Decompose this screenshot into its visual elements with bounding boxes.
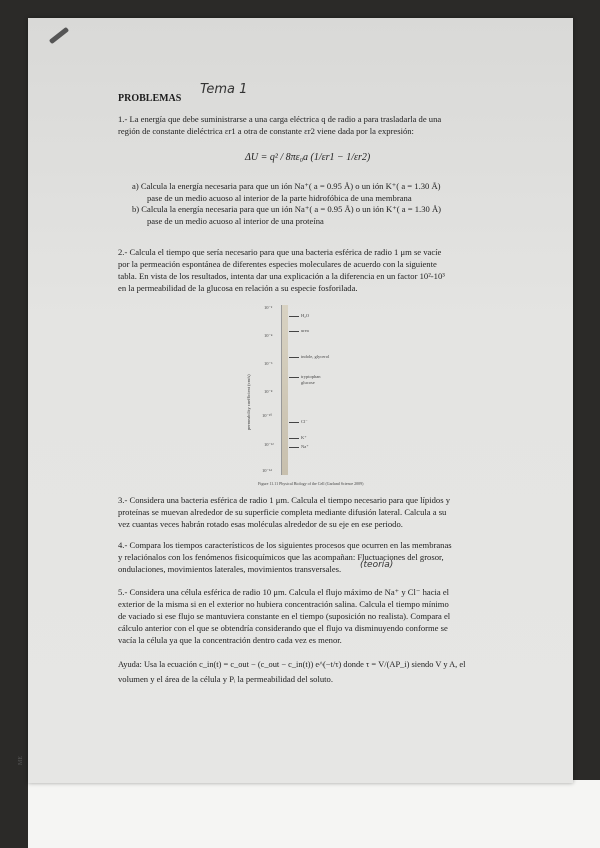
p1-a1: a) Calcula la energía necesaria para que un ión Na⁺( a = 0.95 Å) o un ión K⁺( a = 1.30 Å) (132, 181, 441, 191)
p3-line1: 3.- Considera una bacteria esférica de radio 1 μm. Calcula el tiempo necesario para que lípidos y (118, 495, 450, 505)
p1-b2: pase de un medio acuoso al interior de una proteína (147, 216, 324, 226)
tick-label: 10⁻⁸ (264, 389, 273, 394)
species-label: urea (301, 328, 309, 333)
p4-handwritten-note: (teoría) (360, 560, 394, 570)
p1-b1: b) Calcula la energía necesaria para que un ión Na⁺( a = 0.95 Å) o un ión K⁺( a = 1.30 Å) (132, 204, 442, 214)
p1-line2: región de constante dieléctrica εr1 a otra de constante εr2 viene dada por la expresión: (118, 126, 414, 136)
p2-line1: 2.- Calcula el tiempo que sería necesario para que una bacteria esférica de radio 1 μm se vacíe (118, 247, 442, 257)
species-label: K⁺ (301, 435, 307, 440)
permeability-bar (281, 305, 288, 475)
tick-label: 10⁻² (264, 305, 273, 310)
p5-line2: exterior de la misma si en el exterior no hubiera concentración salina. Calcula el tiempo mínimo (118, 599, 449, 609)
species-label: indole, glycerol (301, 354, 330, 359)
tick-label: 10⁻⁴ (264, 333, 273, 338)
tick-label: 10⁻¹⁴ (262, 468, 272, 473)
p4-line1: 4.- Compara los tiempos característicos de los siguientes procesos que ocurren en las membranas (118, 540, 452, 550)
species-label: tryptophan (301, 374, 321, 379)
figure-caption: Figure 11.11 Physical Biology of the Cell (Garland Science 2009) (258, 481, 364, 486)
arrow-marker (289, 377, 299, 378)
arrow-marker (289, 422, 299, 423)
arrow-marker (289, 438, 299, 439)
p3-line2: proteínas se muevan alrededor de su superficie completa mediante difusión lateral. Calcula a su (118, 507, 447, 517)
p2-line3: tabla. En vista de los resultados, intenta dar una explicación a la diferencia en un factor 10²-10³ (118, 271, 445, 281)
species-label: Cl⁻ (301, 419, 308, 424)
tick-label: 10⁻¹² (264, 442, 274, 447)
p4-line2: y relaciónalos con los fenómenos fisicoquímicos que las acompañan: Fluctuaciones del grosor, (118, 552, 444, 562)
p3-line3: vez cuantas veces habrán rotado esas moléculas alrededor de su eje en ese periodo. (118, 519, 403, 529)
help-line2: volumen y el área de la célula y Pᵢ la permeabilidad del soluto. (118, 674, 333, 684)
p4-line3: ondulaciones, movimientos laterales, movimientos transversales. (118, 564, 342, 574)
arrow-marker (289, 331, 299, 332)
p2-line2: por la permeación espontánea de diferentes especies moleculares de acuerdo con la siguiente (118, 259, 437, 269)
p1-equation: ΔU = q² / 8πε₀a (1/εr1 − 1/εr2) (245, 152, 371, 163)
species-label: H₂O (301, 313, 310, 318)
p5-line3: de vaciado si ese flujo se mantuviera constante en el tiempo (suposición no realista). Compara el (118, 611, 451, 621)
tick-label: 10⁻¹⁰ (262, 413, 273, 418)
side-text: ME (18, 756, 24, 765)
page-title: PROBLEMAS (118, 93, 182, 104)
p5-line4: cálculo anterior con el que se obtendría considerando que el flujo va disminuyendo conforme se (118, 623, 448, 633)
species-label: Na⁺ (301, 444, 309, 449)
p1-line1: 1.- La energía que debe suministrarse a una carga eléctrica q de radio a para trasladarla de una (118, 114, 442, 124)
help-line1: Ayuda: Usa la ecuación c_in(t) = c_out − (c_out − c_in(t)) e^(−t/τ) donde τ = V/(AP_i) siendo V y A, el (118, 660, 466, 669)
arrow-marker (289, 316, 299, 317)
table-surface (28, 780, 600, 848)
arrow-marker (289, 357, 299, 358)
figure-ylabel: permeability coefficient (cm/s) (246, 374, 251, 430)
p5-line1: 5.- Considera una célula esférica de radio 10 μm. Calcula el flujo máximo de Na⁺ y Cl⁻ hacia el (118, 587, 450, 597)
handwritten-title: Tema 1 (200, 82, 248, 97)
p1-a2: pase de un medio acuoso al interior de la parte hidrofóbica de una membrana (147, 193, 412, 203)
p2-line4: en la permeabilidad de la glucosa en relación a su especie fosforilada. (118, 283, 358, 293)
arrow-marker (289, 447, 299, 448)
tick-label: 10⁻⁶ (264, 361, 273, 366)
species-label: glucose (301, 380, 315, 385)
p5-line5: vacía la célula ya que la concentración dentro cada vez es menor. (118, 635, 342, 645)
